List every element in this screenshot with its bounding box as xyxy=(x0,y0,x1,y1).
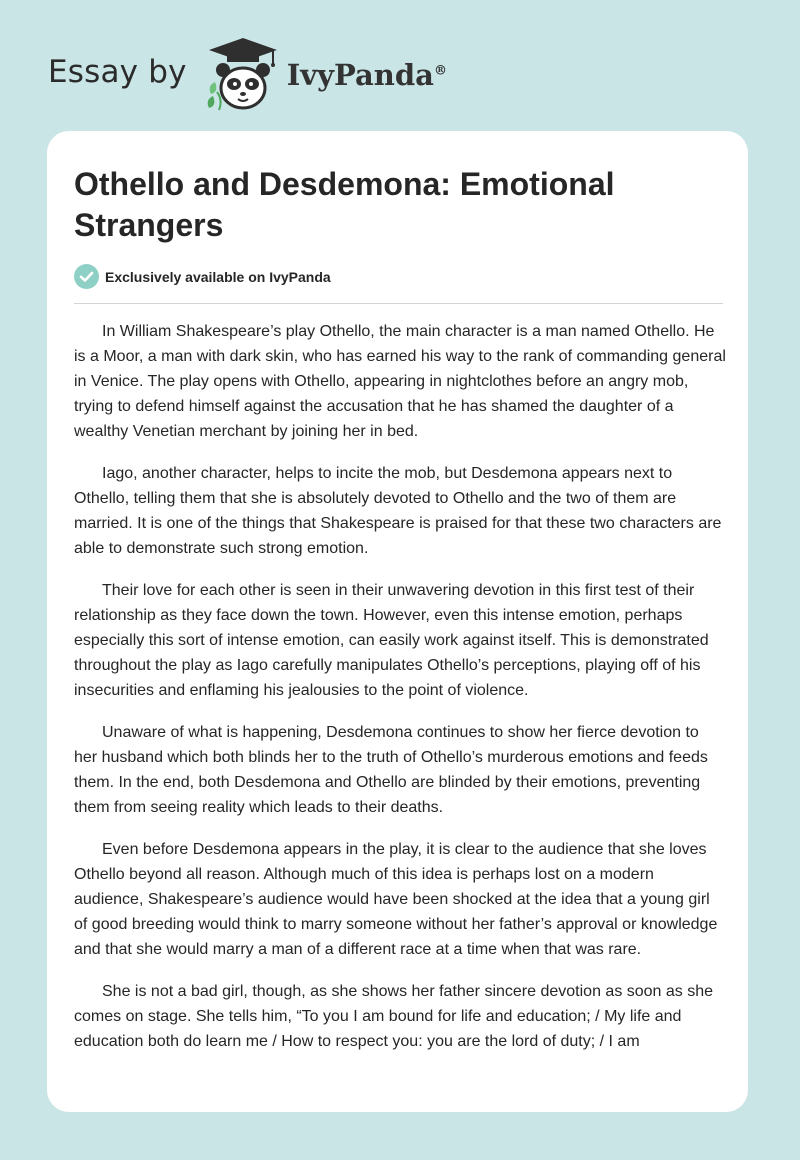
registered-mark: ® xyxy=(433,63,447,79)
essay-title: Othello and Desdemona: Emotional Strangers xyxy=(74,166,615,243)
paragraph: She is not a bad girl, though, as she shows her father sincere devotion as soon as she comes on stage. She tells him, “To you I am bound for life and education; / My life and education both do learn me / How to respect you: you are the lord of duty; / I am xyxy=(74,983,714,1050)
paragraph: Their love for each other is seen in their unwavering devotion in this first test of their relationship as they face down the town. However, even this intense emotion, perhaps especially this sort of intense emotion, can easily work against itself. This is demonstrated throughout the play as Iago carefully manipulates Othello’s perceptions, playing off of his insecurities and enflaming his jealousies to the point of violence. xyxy=(74,582,709,699)
paragraph: Iago, another character, helps to incite the mob, but Desdemona appears next to Othello, telling them that she is absolutely devoted to Othello and the two of them are married. It is one of the things that Shakespeare is praised for that these two characters are able to demonstrate such strong emotion. xyxy=(74,465,722,557)
brand-name: IvyPanda® xyxy=(286,58,447,92)
paragraph: Unaware of what is happening, Desdemona continues to show her fierce devotion to her husband which both blinds her to the truth of Othello’s murderous emotions and feeds them. In the end, both Desdemona and Othello are blinded by their emotions, preventing them from seeing reality which leads to their deaths. xyxy=(74,724,708,816)
site-header xyxy=(48,34,447,114)
essay-body xyxy=(74,319,726,1071)
checkmark-icon xyxy=(74,264,99,289)
panda-graduate-icon xyxy=(201,34,281,114)
essay-by-label: Essay by xyxy=(48,54,187,90)
divider xyxy=(74,303,723,304)
exclusive-badge xyxy=(74,264,331,289)
paragraph: Even before Desdemona appears in the play, it is clear to the audience that she loves Othello beyond all reason. Although much of this idea is perhaps lost on a modern audience, Shakespeare’s audience would have been shocked at the idea that a young girl of good breeding would think to marry someone without her father’s approval or knowledge and that she would marry a man of a different race at a time when that was rare. xyxy=(74,841,718,958)
essay-card xyxy=(47,131,748,1112)
ivypanda-logo[interactable] xyxy=(201,34,447,114)
exclusive-badge-label: Exclusively available on IvyPanda xyxy=(105,268,331,285)
paragraph: In William Shakespeare’s play Othello, the main character is a man named Othello. He is a Moor, a man with dark skin, who has earned his way to the rank of commanding general in Venice. The play opens with Othello, appearing in nightclothes before an angry mob, trying to defend himself against the accusation that he has shamed the daughter of a wealthy Venetian merchant by joining her in bed. xyxy=(74,323,726,440)
